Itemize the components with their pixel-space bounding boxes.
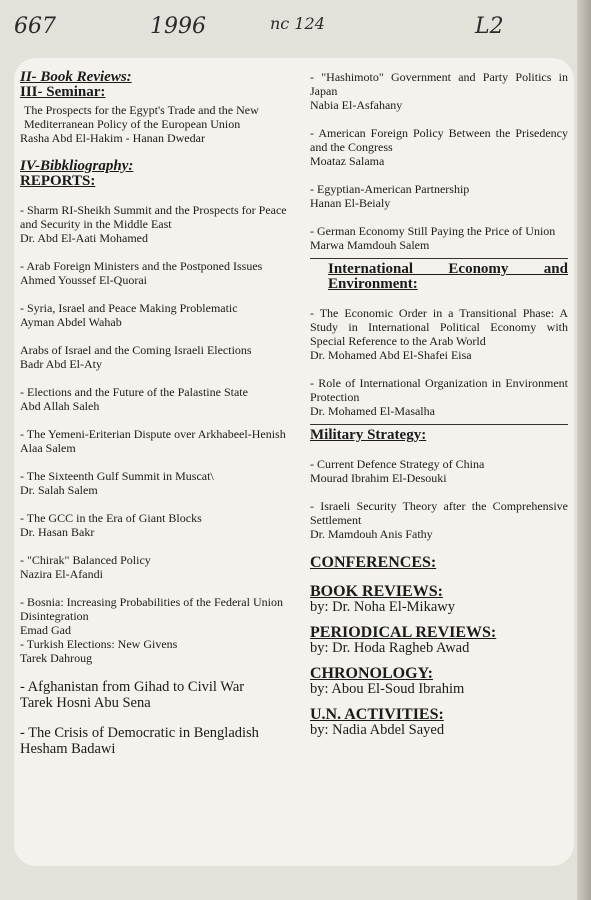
- report-item: [20, 301, 298, 329]
- article-title: - "Hashimoto" Government and Party Politics in Japan: [310, 70, 568, 98]
- article-title: - American Foreign Policy Between the Prisedency and the Congress: [310, 126, 568, 154]
- report-title: - The GCC in the Era of Giant Blocks: [20, 511, 202, 525]
- report-title: - "Chirak" Balanced Policy: [20, 553, 151, 567]
- report-title: Arabs of Israel and the Coming Israeli Elections: [20, 343, 252, 357]
- article-item: [310, 126, 568, 168]
- intl-economy-heading: International Economy and Environment:: [328, 261, 568, 292]
- report-author: Tarek Hosni Abu Sena: [20, 695, 151, 711]
- report-item: [20, 469, 298, 497]
- report-title: - Arab Foreign Ministers and the Postponed Issues: [20, 259, 263, 273]
- section-heading: PERIODICAL REVIEWS:: [310, 624, 497, 641]
- report-title: - Turkish Elections: New Givens: [20, 637, 178, 651]
- report-item: [20, 679, 298, 711]
- report-title: - Afghanistan from Gihad to Civil War: [20, 679, 245, 695]
- section-divider: [310, 258, 568, 259]
- article-item: [310, 70, 568, 112]
- report-item: [20, 427, 298, 455]
- article-title: - Israeli Security Theory after the Comprehensive Settlement: [310, 499, 568, 527]
- article-item: [310, 306, 568, 362]
- report-author: Nazira El-Afandi: [20, 567, 103, 581]
- report-author: Ahmed Youssef El-Quorai: [20, 273, 147, 287]
- report-author: Badr Abd El-Aty: [20, 357, 102, 371]
- report-title: - Sharm RI-Sheikh Summit and the Prospects for Peace and Security in the Middle East: [20, 203, 287, 231]
- report-author: Dr. Abd El-Aati Mohamed: [20, 231, 148, 245]
- report-title: - Syria, Israel and Peace Making Problematic: [20, 301, 238, 315]
- article-item: [310, 457, 568, 485]
- left-column: [20, 70, 298, 757]
- article-title: - Role of International Organization in Environment Protection: [310, 376, 568, 404]
- seminar-authors: Rasha Abd El-Hakim - Hanan Dwedar: [20, 131, 205, 145]
- article-author: Mourad Ibrahim El-Desouki: [310, 471, 447, 485]
- page-edge: [577, 0, 591, 900]
- conferences-heading: CONFERENCES:: [310, 554, 437, 571]
- handwritten-issue: nc 124: [270, 14, 325, 33]
- section-block: [310, 584, 568, 615]
- article-author: Marwa Mamdouh Salem: [310, 238, 430, 252]
- article-author: Dr. Mamdouh Anis Fathy: [310, 527, 433, 541]
- report-author: Dr. Salah Salem: [20, 483, 98, 497]
- report-author: Tarek Dahroug: [20, 651, 93, 665]
- report-item: [20, 595, 298, 637]
- report-author: Emad Gad: [20, 623, 71, 637]
- report-item: [20, 511, 298, 539]
- report-author: Abd Allah Saleh: [20, 399, 100, 413]
- article-title: - The Economic Order in a Transitional Phase: A Study in International Political Economy with Special Reference to the Arab World: [310, 306, 568, 348]
- report-title: - The Yemeni-Eriterian Dispute over Arkhabeel-Henish: [20, 427, 286, 441]
- section-divider: [310, 424, 568, 425]
- section-byline: by: Nadia Abdel Sayed: [310, 722, 445, 738]
- article-item: [310, 376, 568, 418]
- section-byline: by: Dr. Noha El-Mikawy: [310, 599, 455, 615]
- article-title: - Egyptian-American Partnership: [310, 182, 470, 196]
- article-author: Dr. Mohamed El-Masalha: [310, 404, 435, 418]
- military-strategy-heading: Military Strategy:: [310, 427, 427, 443]
- report-title: - The Sixteenth Gulf Summit in Muscat\: [20, 469, 214, 483]
- section-heading: CHRONOLOGY:: [310, 665, 433, 682]
- seminar-title: The Prospects for the Egypt's Trade and the New Mediterranean Policy of the European Union: [24, 103, 259, 131]
- report-author: Dr. Hasan Bakr: [20, 525, 95, 539]
- article-item: [310, 499, 568, 541]
- report-item: [20, 203, 298, 245]
- report-item: [20, 259, 298, 287]
- right-column: [310, 70, 568, 738]
- report-item: [20, 343, 298, 371]
- article-author: Moataz Salama: [310, 154, 385, 168]
- section-block: [310, 625, 568, 656]
- reports-heading: REPORTS:: [20, 173, 96, 189]
- handwritten-year: 1996: [150, 14, 206, 39]
- handwritten-code: L2: [475, 14, 504, 39]
- section-byline: by: Abou El-Soud Ibrahim: [310, 681, 465, 697]
- seminar-heading: III- Seminar:: [20, 84, 106, 100]
- article-item: [310, 182, 568, 210]
- article-title: - Current Defence Strategy of China: [310, 457, 485, 471]
- section-block: [310, 707, 568, 738]
- article-author: Hanan El-Beialy: [310, 196, 391, 210]
- article-title: - German Economy Still Paying the Price of Union: [310, 224, 556, 238]
- section-heading: BOOK REVIEWS:: [310, 583, 443, 600]
- handwritten-number: 667: [14, 14, 56, 39]
- report-title: - Bosnia: Increasing Probabilities of the Federal Union Disintegration: [20, 595, 283, 623]
- contents-panel: [14, 58, 574, 866]
- article-item: [310, 224, 568, 252]
- book-reviews-heading: II- Book Reviews:: [20, 69, 132, 85]
- report-author: Alaa Salem: [20, 441, 76, 455]
- section-heading: U.N. ACTIVITIES:: [310, 706, 444, 723]
- report-item: [20, 553, 298, 581]
- article-author: Nabia El-Asfahany: [310, 98, 403, 112]
- report-item: [20, 637, 298, 665]
- bibliography-heading: IV-Bibkliography:: [20, 158, 134, 174]
- article-author: Dr. Mohamed Abd El-Shafei Eisa: [310, 348, 472, 362]
- section-block: [310, 666, 568, 697]
- report-item: [20, 385, 298, 413]
- report-author: Hesham Badawi: [20, 741, 116, 757]
- report-item: [20, 725, 298, 757]
- section-byline: by: Dr. Hoda Ragheb Awad: [310, 640, 470, 656]
- report-title: - Elections and the Future of the Palastine State: [20, 385, 248, 399]
- report-author: Ayman Abdel Wahab: [20, 315, 122, 329]
- report-title: - The Crisis of Democratic in Bengladish: [20, 725, 259, 741]
